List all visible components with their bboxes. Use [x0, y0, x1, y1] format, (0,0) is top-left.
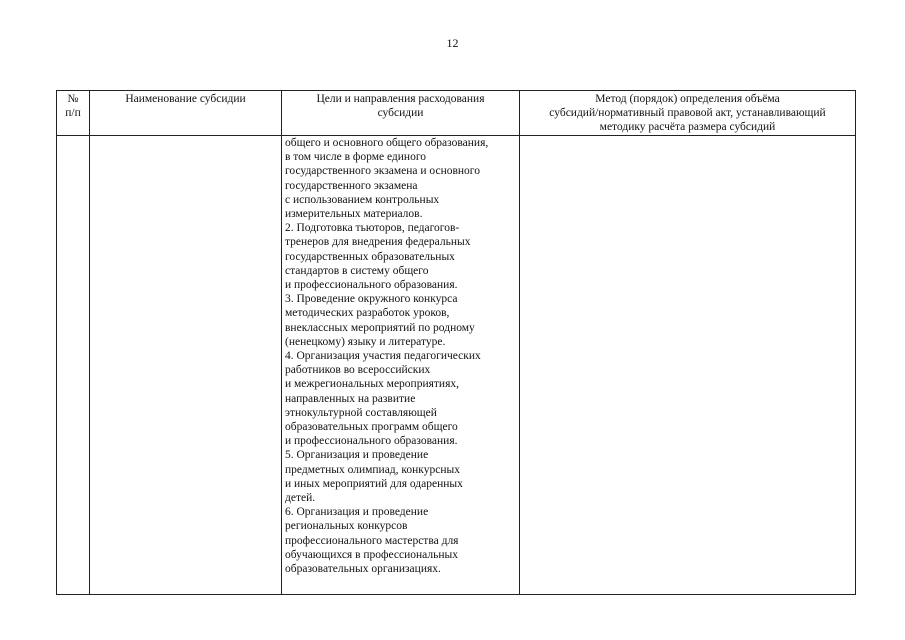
goals-text-line: и иных мероприятий для одаренных — [285, 477, 463, 490]
header-num-line: № — [67, 93, 79, 105]
goals-text-line: методических разработок уроков, — [285, 307, 450, 320]
goals-text-line: 2. Подготовка тьюторов, педагогов- — [285, 222, 460, 235]
cell-name — [90, 136, 282, 595]
goals-text-line: предметных олимпиад, конкурсных — [285, 463, 460, 476]
header-method-line: Метод (порядок) определения объёма — [595, 93, 780, 105]
goals-text-line: обучающихся в профессиональных — [285, 548, 458, 561]
goals-text-line: государственных образовательных — [285, 250, 455, 263]
goals-text-line: и межрегиональных мероприятиях, — [285, 378, 460, 391]
goals-text-line: в том числе в форме единого — [285, 151, 427, 164]
table-row — [57, 136, 856, 595]
goals-text-line: (ненецкому) языку и литературе. — [285, 335, 446, 348]
goals-text-line: и профессионального образования. — [285, 435, 458, 448]
goals-text-line: государственного экзамена — [285, 179, 418, 192]
goals-text-line: 5. Организация и проведение — [285, 449, 429, 462]
header-goals-line: Цели и направления расходования — [316, 93, 485, 105]
goals-text-line: детей. — [285, 492, 316, 505]
cell-num — [57, 136, 90, 595]
goals-text-line: 4. Организация участия педагогических — [285, 350, 481, 363]
goals-text-line: и профессионального образования. — [285, 279, 458, 292]
goals-text-line: образовательных программ общего — [285, 421, 458, 434]
cell-goals — [282, 136, 520, 595]
table-header-row — [57, 91, 856, 136]
goals-text-line: 6. Организация и проведение — [285, 506, 429, 519]
header-goals-line: субсидии — [377, 107, 424, 120]
goals-text-line: стандартов в систему общего — [285, 264, 429, 277]
goals-text-line: региональных конкурсов — [285, 520, 408, 533]
header-name-line: Наименование субсидии — [125, 93, 246, 105]
goals-text-line: этнокультурной составляющей — [285, 406, 437, 419]
goals-text-line: внеклассных мероприятий по родному — [285, 321, 475, 334]
header-num — [57, 91, 90, 136]
goals-text-line: образовательных организациях. — [285, 563, 441, 576]
goals-text-line: 3. Проведение окружного конкурса — [285, 293, 458, 306]
goals-text-line: профессионального мастерства для — [285, 534, 459, 547]
goals-text-line: направленных на развитие — [285, 392, 416, 405]
header-goals — [282, 91, 520, 136]
goals-text-line: с использованием контрольных — [285, 193, 440, 206]
header-name — [90, 91, 282, 136]
goals-text-line: общего и основного общего образования, — [285, 137, 489, 149]
page-number: 12 — [446, 36, 459, 50]
header-method-line: субсидий/нормативный правовой акт, устанавливающий — [549, 107, 826, 120]
goals-text-line: государственного экзамена и основного — [285, 165, 480, 178]
goals-text-line: работников во всероссийских — [285, 364, 431, 377]
goals-text-line: измерительных материалов. — [285, 208, 423, 221]
header-num-line: п/п — [65, 107, 81, 120]
header-method — [520, 91, 856, 136]
cell-method — [520, 136, 856, 595]
subsidy-table — [56, 90, 856, 595]
goals-text-line: тренеров для внедрения федеральных — [285, 236, 471, 249]
header-method-line: методику расчёта размера субсидий — [599, 121, 776, 134]
